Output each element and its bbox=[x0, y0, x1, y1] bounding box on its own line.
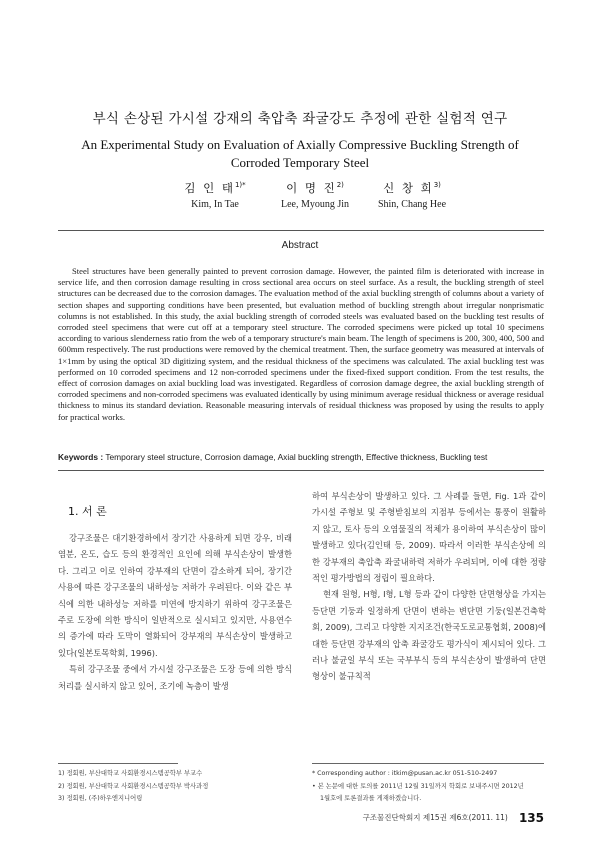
keywords bbox=[58, 452, 544, 462]
footnote: * Corresponding author : itkim@pusan.ac.kr 051-510-2497 bbox=[312, 770, 498, 777]
title-en-line2: Corroded Temporary Steel bbox=[230, 155, 370, 170]
author-3-name-ko: 신 창 희 bbox=[383, 181, 434, 195]
footnote: 3) 정회원, (주)하우엔지니어링 bbox=[58, 795, 143, 802]
journal-citation: 구조물진단학회지 제15권 제6호(2011. 11) bbox=[362, 813, 508, 822]
author-3-affil: 3) bbox=[433, 181, 441, 190]
paper-title-korean: 부식 손상된 가시설 강재의 축압축 좌굴강도 추정에 관한 실험적 연구 bbox=[92, 111, 508, 127]
body-paragraph: 현재 원형, H형, I형, L형 등과 같이 다양한 단면형상을 가지는 등단면 기둥과 일정하게 단면이 변하는 변단면 기둥(일본건축학회, 2009), 그리고 다양한 지지조건(한국도로교통협회, 2008)에 대한 등단면 강부재의 압축 좌굴강도 평가식이 제시되어 있다. 그러나 불균일 부식 또는 국부부식 등의 부식손상이 발생하여 단면형상이 불규칙적 bbox=[312, 589, 546, 682]
author-2-affil: 2) bbox=[336, 181, 344, 190]
author-2-name-ko: 이 명 진 bbox=[286, 181, 337, 195]
footnote-rule-right bbox=[312, 763, 544, 764]
footnote: 1월호에 토론결과를 게재하겠습니다. bbox=[320, 795, 422, 802]
footnote: 2) 정회원, 부산대학교 사회환경시스템공학부 박사과정 bbox=[58, 782, 209, 790]
abstract-heading: Abstract bbox=[281, 240, 319, 251]
author-1-affil: 1)* bbox=[234, 181, 246, 190]
paper-title-english bbox=[70, 136, 530, 172]
author-3 bbox=[347, 180, 477, 210]
section-heading-introduction: 1. 서 론 bbox=[68, 505, 107, 518]
abstract-bottom-rule bbox=[58, 470, 544, 471]
author-1-name-en: Kim, In Tae bbox=[191, 199, 239, 210]
footnote: 1) 정회원, 부산대학교 사회환경시스템공학부 부교수 bbox=[58, 770, 203, 777]
abstract-body: Steel structures have been generally painted to prevent corrosion damage. However, the painted film is deteriorated with increase in service life, and then corrosion damage resulting in cross sectional area occurs on steel surface. As a result, the buckling strength of steel structures can be decreased due to the corrosion damages. The evaluation method of the axial buckling strength of columns about a variety of section shapes and supporting conditions have been presented, but evaluation method of buckling strength about irregular nonprismatic columns is not established. In this study, the axial buckling strength of corroded steels was evaluated based on the buckling test results of corroded steel specimens that were cut off at a temporary steel structure. The corroded specimens were picked up total 10 specimens according to various slenderness ratio from the web of a temporary structure's main beam. The length of specimens is 200, 300, 400, 500 and 600mm respectively. The rust productions were removed by the chemical treatment. Then, the surface geometry was measured at intervals of 1×1mm by using the optical 3D digitizing system, and the residual thickness of the specimens was calculated. The axial buckling test was performed on 10 corroded specimens and 12 non-corroded specimens under the fixed-fixed support condition. From the test results, the effect of corrosion damages on axial buckling load was investigated. Regardless of corrosion damage degree, the axial buckling strength of corroded specimens and non-corroded specimens was evaluated identically by using minimum average residual thickness or average residual thickness to minus its standard deviation. Reasonable measuring intervals of residual thickness was proposed by using the results to apply for practical works. bbox=[58, 266, 544, 422]
body-paragraph: 하여 부식손상이 발생하고 있다. 그 사례를 들면, Fig. 1과 같이 가시설 주형보 및 주형받침보의 지점부 등에서는 통풍이 원활하지 않고, 토사 등의 오염물질의 적체가 용이하여 부식손상이 많이 발생하고 있다(김인태 등, 2009). 따라서 이러한 부식손상에 의한 강부재의 축압축 좌굴내하력 저하가 우려되며, 이에 대한 정량적인 평가방법의 정립이 필요하다. bbox=[312, 491, 546, 584]
footnote-rule-left bbox=[58, 763, 178, 764]
keywords-label: Keywords : bbox=[58, 452, 104, 462]
author-1-name-ko: 김 인 태 bbox=[184, 181, 235, 195]
page-footer bbox=[363, 807, 544, 826]
body-column-left bbox=[58, 530, 292, 694]
page-number: 135 bbox=[518, 810, 544, 825]
footnotes-correspondence bbox=[312, 768, 544, 806]
title-en-line1: An Experimental Study on Evaluation of Axially Compressive Buckling Strength of bbox=[81, 137, 519, 152]
footnotes-affiliations bbox=[58, 768, 292, 806]
body-column-right bbox=[312, 488, 546, 685]
author-2-name-en: Lee, Myoung Jin bbox=[280, 199, 350, 210]
footnote: • 본 논문에 대한 토의를 2011년 12월 31일까지 학회로 보내주시면 2012년 bbox=[312, 782, 524, 790]
keywords-text: Temporary steel structure, Corrosion damage, Axial buckling strength, Effective thickness, Buckling test bbox=[105, 452, 488, 462]
abstract-top-rule bbox=[58, 230, 544, 231]
body-paragraph: 강구조물은 대기환경하에서 장기간 사용하게 되면 강우, 비래염분, 온도, 습도 등의 환경적인 요인에 의해 부식손상이 발생한다. 그리고 이로 인하여 강부재의 단면이 감소하게 되어, 장기간 사용에 따른 강구조물의 내하성능 저하가 우려된다. 이와 같은 부식에 의한 내하성능 저하를 미연에 방지하기 위하여 강구조물은 주로 도장에 의한 방식이 일반적으로 실시되고 있지만, 사용연수의 증가에 따라 도막이 열화되어 강부재의 부식손상이 발생하고 있다(일본토목학회, 1996). bbox=[58, 533, 292, 658]
author-3-name-en: Shin, Chang Hee bbox=[377, 199, 447, 210]
body-paragraph: 특히 강구조물 중에서 가시설 강구조물은 도장 등에 의한 방식처리를 실시하지 않고 있어, 조기에 녹층이 발생 bbox=[58, 664, 292, 691]
